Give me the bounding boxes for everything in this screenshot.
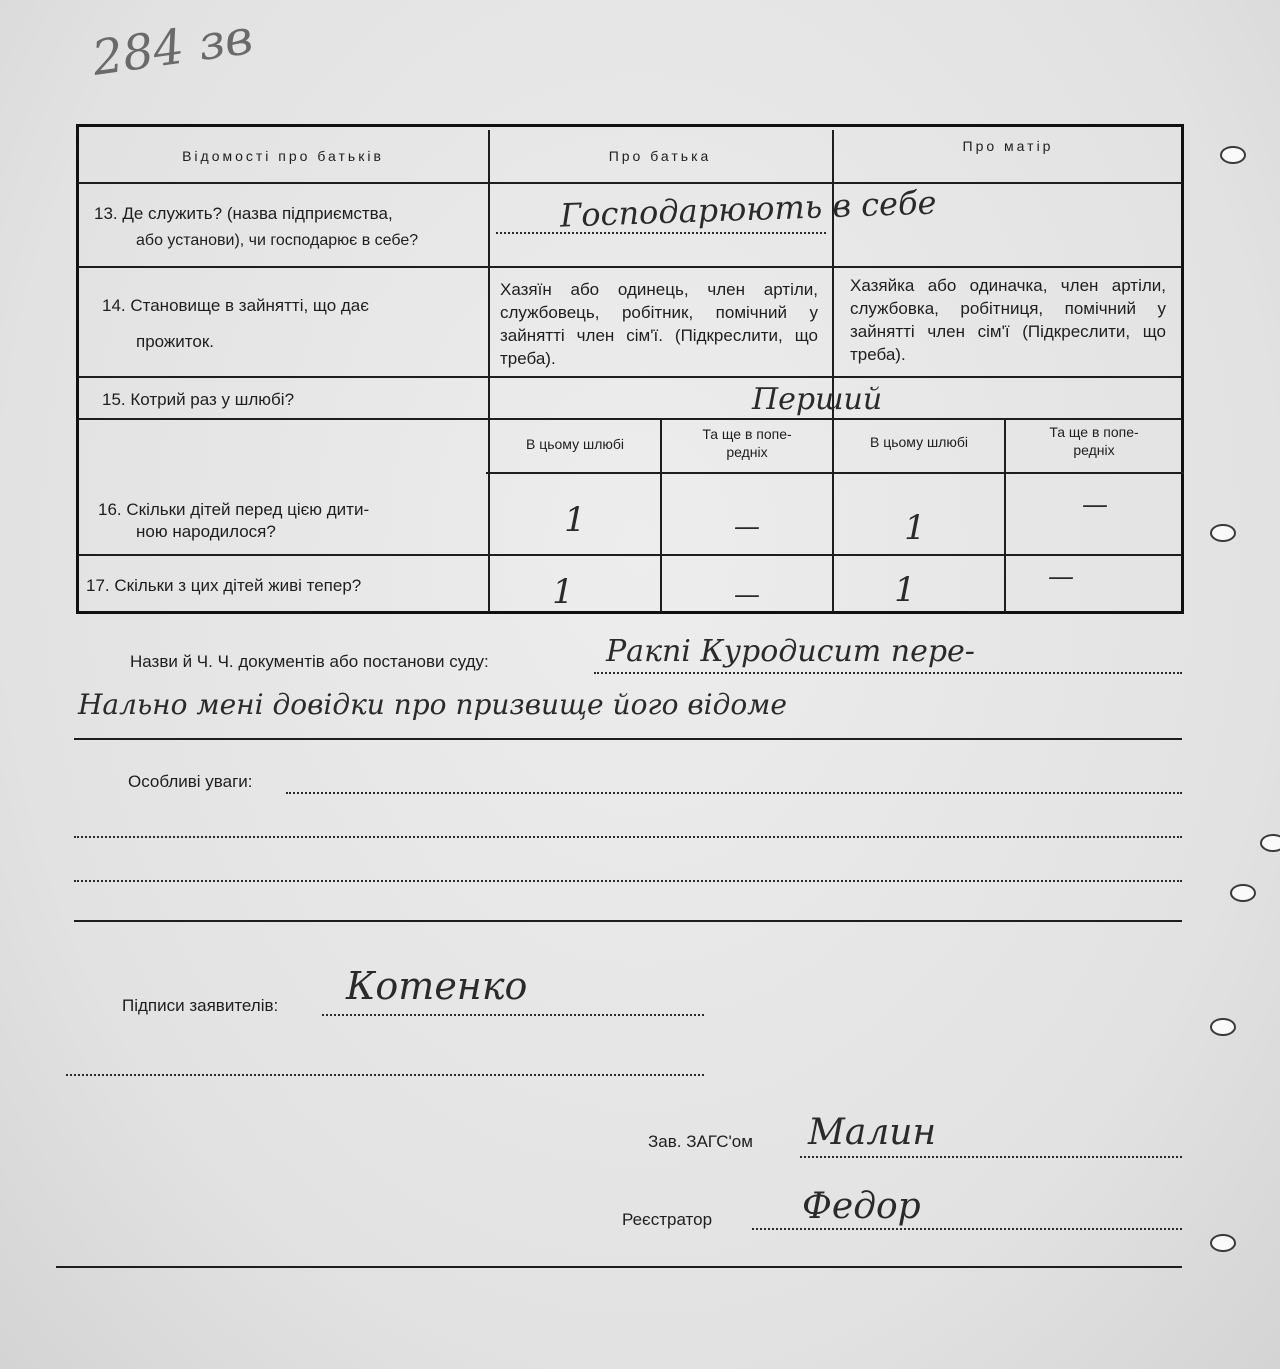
- remarks-line-1: [286, 792, 1182, 794]
- zags-head-signature: Малин: [808, 1112, 937, 1153]
- q14-label-line2: прожиток.: [136, 332, 215, 351]
- handwritten-page-number: 284 зв: [88, 9, 257, 87]
- header-father: Про батька: [608, 148, 712, 164]
- registrar-label: Реєстратор: [622, 1210, 713, 1229]
- father-this-marriage-header: В цьому шлюбі: [525, 436, 625, 452]
- bottom-rule: [56, 1266, 1182, 1268]
- father-previous-header-l2: редніх: [726, 444, 768, 460]
- zags-head-line: [800, 1156, 1182, 1158]
- column-divider: [488, 130, 490, 612]
- applicant-signature: Котенко: [346, 964, 528, 1008]
- q16-mother-this: 1: [904, 508, 926, 548]
- remarks-line-3: [74, 880, 1182, 882]
- registrar-line: [752, 1228, 1182, 1230]
- q16-label-line1: 16. Скільки дітей перед цією дити-: [98, 500, 370, 519]
- row-divider: [486, 472, 1184, 474]
- q13-answer-line: [496, 232, 826, 234]
- row-divider: [78, 182, 1182, 184]
- q16-mother-prev: —: [1082, 490, 1108, 520]
- q17-father-prev: —: [734, 580, 760, 610]
- remarks-line-2: [74, 836, 1182, 838]
- q17-father-this: 1: [552, 572, 574, 612]
- documents-line-1: [594, 672, 1182, 674]
- row-divider: [78, 376, 1182, 378]
- q13-label-line2: або установи), чи господарює в себе?: [136, 232, 419, 249]
- q14-label-line1: 14. Становище в зайнятті, що дає: [102, 296, 369, 315]
- header-parents-info: Відомості про батьків: [182, 148, 384, 164]
- zags-head-label: Зав. ЗАГС'ом: [648, 1132, 753, 1151]
- q16-father-prev: —: [734, 512, 760, 542]
- q17-mother-prev: —: [1048, 562, 1074, 592]
- punch-hole: [1212, 1236, 1234, 1250]
- punch-hole: [1232, 886, 1254, 900]
- documents-text-line2: Нально мені довідки про призвище його відоме: [78, 688, 787, 721]
- remarks-label: Особливі уваги:: [128, 772, 253, 791]
- q15-label: 15. Котрий раз у шлюбі?: [102, 390, 295, 409]
- documents-label: Назви й Ч. Ч. документів або постанови суду:: [130, 652, 489, 671]
- mother-this-marriage-header: В цьому шлюбі: [869, 434, 969, 450]
- q14-father-options: Хазяїн або одинець, член артіли, службовець, робітник, помічний у зайнятті член сім'ї. (Підкреслити, що треба).: [500, 280, 818, 368]
- remarks-line-4: [74, 920, 1182, 922]
- q13-label-line1: 13. Де служить? (назва підприємства,: [94, 204, 393, 223]
- punch-hole: [1262, 836, 1280, 850]
- mother-previous-header-l2: редніх: [1073, 442, 1115, 458]
- father-previous-header-l1: Та ще в попе-: [702, 426, 792, 442]
- punch-hole: [1212, 526, 1234, 540]
- q14-mother-options: Хазяйка або одиначка, член артіли, службовка, робітниця, помічний у зайнятті член сім'ї (Підкреслити, що треба).: [850, 276, 1166, 364]
- q15-answer: Перший: [752, 382, 883, 417]
- header-mother: Про матір: [962, 138, 1054, 154]
- punch-hole: [1212, 1020, 1234, 1034]
- documents-text-line1: Ракпі Куродисит пере-: [606, 634, 975, 669]
- registrar-signature: Федор: [802, 1186, 921, 1227]
- q17-mother-this: 1: [894, 570, 916, 610]
- q16-father-this: 1: [564, 500, 586, 540]
- q16-label-line2: ною народилося?: [136, 522, 276, 541]
- row-divider: [78, 266, 1182, 268]
- row-divider: [78, 554, 1182, 556]
- mother-previous-header-l1: Та ще в попе-: [1049, 424, 1139, 440]
- q17-label: 17. Скільки з цих дітей живі тепер?: [86, 576, 362, 595]
- punch-hole: [1222, 148, 1244, 162]
- signatures-line-2: [66, 1074, 704, 1076]
- signatures-label: Підписи заявителів:: [122, 996, 279, 1015]
- row-divider: [78, 418, 1182, 420]
- documents-line-2: [74, 738, 1182, 740]
- signatures-line: [322, 1014, 704, 1016]
- q13-answer: Господарюють в себе: [559, 183, 938, 235]
